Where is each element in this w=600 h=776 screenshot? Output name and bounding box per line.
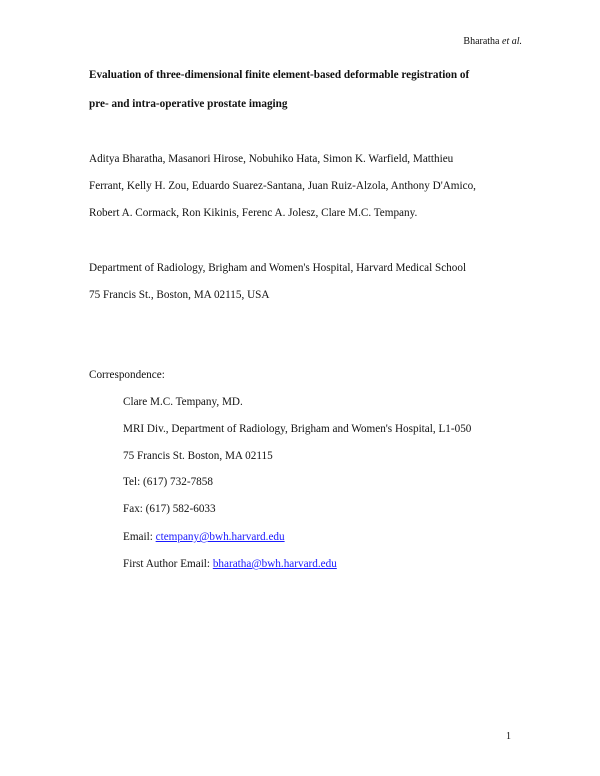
- running-header: [463, 36, 522, 47]
- first-author-email-link[interactable]: bharatha@bwh.harvard.edu: [212, 558, 337, 570]
- correspondence-email-line: [123, 531, 285, 543]
- first-author-email-line: [123, 558, 337, 570]
- affiliation-line-2: 75 Francis St., Boston, MA 02115, USA: [89, 289, 270, 301]
- correspondence-heading: Correspondence:: [89, 369, 165, 381]
- correspondence-fax: Fax: (617) 582-6033: [123, 503, 216, 515]
- paper-title-line-1: Evaluation of three-dimensional finite element-based deformable registration of: [89, 69, 470, 81]
- correspondence-address-2: 75 Francis St. Boston, MA 02115: [123, 450, 273, 462]
- correspondence-tel: Tel: (617) 732-7858: [123, 476, 213, 488]
- correspondence-name: Clare M.C. Tempany, MD.: [123, 396, 243, 408]
- affiliation-line-1: Department of Radiology, Brigham and Women's Hospital, Harvard Medical School: [89, 262, 467, 274]
- correspondence-address-1: MRI Div., Department of Radiology, Brigham and Women's Hospital, L1-050: [123, 423, 472, 435]
- header-etal: et al.: [502, 36, 522, 47]
- authors-line-1: Aditya Bharatha, Masanori Hirose, Nobuhiko Hata, Simon K. Warfield, Matthieu: [89, 153, 454, 165]
- email-link[interactable]: ctempany@bwh.harvard.edu: [155, 531, 285, 543]
- authors-line-3: Robert A. Cormack, Ron Kikinis, Ferenc A. Jolesz, Clare M.C. Tempany.: [89, 207, 418, 219]
- header-author: Bharatha: [463, 36, 500, 47]
- paper-title-line-2: pre- and intra-operative prostate imaging: [89, 98, 288, 110]
- email-label: Email:: [123, 531, 156, 543]
- authors-line-2: Ferrant, Kelly H. Zou, Eduardo Suarez-Santana, Juan Ruiz-Alzola, Anthony D'Amico,: [89, 180, 476, 192]
- first-author-email-label: First Author Email:: [123, 558, 213, 570]
- page-number: 1: [506, 731, 511, 742]
